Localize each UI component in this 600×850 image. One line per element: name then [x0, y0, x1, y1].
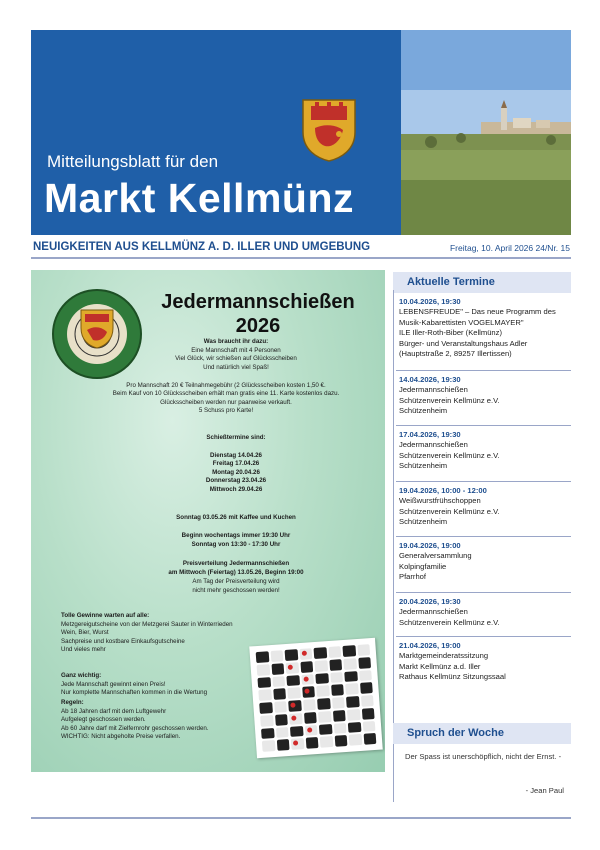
award-line2: Am Tag der Preisverteilung wird: [192, 578, 280, 585]
target-cell: [287, 687, 300, 699]
event-line: Weißwurstfrühschoppen: [399, 496, 481, 506]
target-cell: [275, 714, 288, 726]
target-cell: [257, 677, 270, 689]
target-cell: [316, 685, 329, 697]
times-line2: Sonntag von 13:30 - 17:30 Uhr: [191, 541, 281, 548]
event-line: Schützenheim: [399, 517, 448, 527]
poster-title-line2: 2026: [235, 315, 281, 337]
target-cell: [328, 646, 341, 658]
prizes-list: [61, 621, 281, 655]
target-cell: [290, 726, 303, 738]
needs-heading: Was braucht ihr dazu:: [203, 338, 269, 345]
target-cell: [271, 663, 284, 675]
event-date: 10.04.2026, 19:30: [399, 297, 461, 306]
target-cell: [314, 660, 327, 672]
event-item: [399, 597, 571, 628]
prizes-heading: Tolle Gewinne warten auf alle:: [61, 612, 150, 619]
event-line: Pfarrhof: [399, 572, 427, 582]
poster-title: [153, 290, 363, 338]
target-cell: [288, 700, 301, 712]
target-cell: [361, 708, 374, 720]
target-cell: [320, 736, 333, 748]
target-cell: [319, 723, 332, 735]
event-separator: [396, 636, 571, 637]
price-line: Glücksscheiben werden nur paarweise verkauft.: [160, 398, 292, 406]
target-cell: [276, 739, 289, 751]
price-line: Pro Mannschaft 20 € Teilnahmegebühr (2 Glücksscheiben kosten 1,50 €.: [126, 382, 326, 389]
target-grid: [256, 644, 377, 752]
event-item: [399, 375, 571, 417]
event-line: Schützenverein Kellmünz e.V.: [399, 506, 500, 516]
needs-line: Viel Glück, wir schießen auf Glücksscheiben: [175, 355, 297, 363]
village-landscape-image: [401, 30, 571, 235]
event-date: 19.04.2026, 10:00 - 12:00: [399, 486, 487, 495]
target-cell: [305, 737, 318, 749]
issue-date: Freitag, 10. April 2026 24/Nr. 15: [449, 243, 570, 253]
dates-list: [126, 452, 346, 494]
target-cell: [317, 698, 330, 710]
target-cell: [257, 664, 270, 676]
target-cell: [363, 733, 376, 745]
date-line: Freitag 17.04.26: [212, 460, 260, 468]
event-line: Marktgemeinderatssitzung: [399, 651, 489, 661]
target-cell: [332, 697, 345, 709]
price-line: Beim Kauf von 10 Glücksscheiben erhält man gratis eine 11. Karte kostenlos dazu.: [112, 390, 340, 398]
notes-list: [61, 681, 281, 698]
quote-text: Der Spass ist unerschöpflich, nicht der Ernst. -: [405, 752, 562, 761]
event-date: 14.04.2026, 19:30: [399, 375, 461, 384]
rule-line: Ab 18 Jahren darf mit dem Luftgewehr: [61, 708, 167, 715]
event-date: 21.04.2026, 19:00: [399, 641, 461, 650]
award-heading: Preisverteilung Jedermannschießen: [182, 560, 290, 567]
event-separator: [396, 481, 571, 482]
prize-line: Metzgereigutscheine von der Metzgerei Sauter in Winterrieden: [61, 621, 233, 628]
event-item: [399, 641, 571, 683]
events-heading: Aktuelle Termine: [393, 272, 571, 293]
target-cell: [358, 657, 371, 669]
rule-line: Aufgelegt geschossen werden.: [61, 716, 146, 724]
target-cell: [303, 699, 316, 711]
note-line: Nur komplette Mannschaften kommen in die Wertung: [61, 689, 208, 697]
target-cell: [360, 682, 373, 694]
event-item: [399, 541, 571, 583]
event-line: Bürger- und Veranstaltungshaus Adler (Hauptstraße 2, 89257 Illertissen): [399, 338, 528, 359]
target-cell: [348, 721, 361, 733]
event-line: LEBENSFREUDE" – Das neue Programm des Musik-Kabarettisten VOGELMAYER": [399, 307, 556, 327]
target-cell: [302, 686, 315, 698]
event-date: 20.04.2026, 19:30: [399, 597, 461, 606]
target-cell: [330, 672, 343, 684]
event-line: Generalversammlung: [399, 551, 472, 561]
rules-list: [61, 708, 281, 742]
target-cell: [286, 675, 299, 687]
event-poster: [31, 270, 385, 772]
target-cell: [342, 645, 355, 657]
target-cell: [291, 738, 304, 750]
event-line: Jedermannschießen: [399, 607, 468, 617]
target-cell: [345, 683, 358, 695]
sunday-line: Sonntag 03.05.26 mit Kaffee und Kuchen: [176, 514, 296, 521]
target-cell: [346, 696, 359, 708]
award-line3: nicht mehr geschossen werden!: [192, 587, 280, 594]
prize-line: Sachpreise und kostbare Einkaufsgutscheine: [61, 637, 185, 645]
date-line: Dienstag 14.04.26: [210, 452, 262, 459]
target-cell: [275, 727, 288, 739]
target-cell: [360, 695, 373, 707]
target-cell: [259, 702, 272, 714]
prize-line: Und vieles mehr: [61, 646, 106, 654]
target-cell: [260, 715, 273, 727]
event-item: [399, 430, 571, 472]
target-cell: [262, 740, 275, 752]
needs-line: Eine Mannschaft mit 4 Personen: [191, 347, 281, 354]
event-line: Schützenheim: [399, 461, 448, 471]
price-list: [81, 382, 371, 416]
target-cell: [289, 713, 302, 725]
event-date: 17.04.2026, 19:30: [399, 430, 461, 439]
target-cell: [315, 673, 328, 685]
target-cell: [329, 659, 342, 671]
event-line: Jedermannschießen: [399, 385, 468, 395]
target-cell: [318, 711, 331, 723]
prize-line: Wein, Bier, Wurst: [61, 629, 109, 637]
date-line: Mittwoch 29.04.26: [209, 485, 263, 493]
target-cell: [299, 648, 312, 660]
target-cell: [303, 712, 316, 724]
event-line: Kolpingfamilie: [399, 561, 447, 571]
target-cell: [344, 671, 357, 683]
event-line: Jedermannschießen: [399, 440, 468, 450]
event-line: Rathaus Kellmünz Sitzungssaal: [399, 672, 506, 682]
target-cell: [270, 650, 283, 662]
event-item: [399, 486, 571, 528]
masthead-title: Markt Kellmünz: [44, 175, 354, 221]
rule-line: WICHTIG: Nicht abgeholte Preise verfallen.: [61, 733, 181, 741]
target-cell: [256, 651, 269, 663]
target-cell: [304, 725, 317, 737]
event-line: ILE Iller-Roth-Biber (Kellmünz): [399, 328, 502, 338]
target-cell: [332, 710, 345, 722]
rules-heading: Regeln:: [61, 699, 84, 706]
target-cell: [273, 688, 286, 700]
quote-heading: Spruch der Woche: [393, 723, 571, 744]
target-cell: [285, 662, 298, 674]
event-separator: [396, 425, 571, 426]
notes-heading: Ganz wichtig:: [61, 672, 102, 679]
target-cell: [334, 735, 347, 747]
masthead-tagline: NEUIGKEITEN AUS KELLMÜNZ A. D. ILLER UND UMGEBUNG: [33, 241, 371, 253]
lucky-target-card: [249, 638, 383, 759]
event-line: Schützenheim: [399, 406, 448, 416]
price-line: 5 Schuss pro Karte!: [198, 407, 254, 415]
poster-title-line1: Jedermannschießen: [161, 291, 355, 313]
target-cell: [314, 647, 327, 659]
dates-heading: Schießtermine sind:: [206, 434, 266, 441]
target-cell: [362, 720, 375, 732]
target-cell: [357, 644, 370, 656]
times-line1: Beginn wochentags immer 19:30 Uhr: [181, 532, 291, 539]
target-cell: [258, 689, 271, 701]
note-line: Jede Mannschaft gewinnt einen Preis!: [61, 681, 166, 688]
header-rule: [31, 257, 571, 259]
masthead-subtitle: Mitteilungsblatt für den: [47, 152, 219, 171]
date-line: Montag 20.04.26: [212, 468, 260, 476]
target-cell: [331, 684, 344, 696]
target-cell: [261, 728, 274, 740]
event-item: [399, 297, 571, 359]
event-line: Schützenverein Kellmünz e.V.: [399, 450, 500, 460]
date-line: Donnerstag 23.04.26: [205, 477, 267, 485]
award-line1: am Mittwoch (Feiertag) 13.05.26, Beginn 19:00: [168, 569, 304, 576]
footer-rule: [31, 817, 571, 819]
target-cell: [349, 734, 362, 746]
needs-line: Und natürlich viel Spaß!: [203, 363, 269, 371]
event-line: Markt Kellmünz a.d. Iller: [399, 661, 481, 671]
event-separator: [396, 370, 571, 371]
needs-list: [126, 347, 346, 372]
target-cell: [274, 701, 287, 713]
target-cell: [272, 676, 285, 688]
landscape-photo: [401, 30, 571, 235]
event-date: 19.04.2026, 19:00: [399, 541, 461, 550]
event-line: Schützenverein Kellmünz e.V.: [399, 395, 500, 405]
target-cell: [343, 658, 356, 670]
target-cell: [333, 722, 346, 734]
target-cell: [301, 674, 314, 686]
event-line: Schützenverein Kellmünz e.V.: [399, 617, 500, 627]
target-cell: [347, 709, 360, 721]
target-cell: [359, 670, 372, 682]
rule-line: Ab 60 Jahre darf mit Zielfernrohr geschossen werden.: [61, 724, 209, 732]
target-cell: [300, 661, 313, 673]
target-cell: [285, 649, 298, 661]
event-separator: [396, 592, 571, 593]
quote-author: - Jean Paul: [525, 786, 564, 795]
event-separator: [396, 536, 571, 537]
coat-of-arms-icon: [301, 98, 357, 162]
